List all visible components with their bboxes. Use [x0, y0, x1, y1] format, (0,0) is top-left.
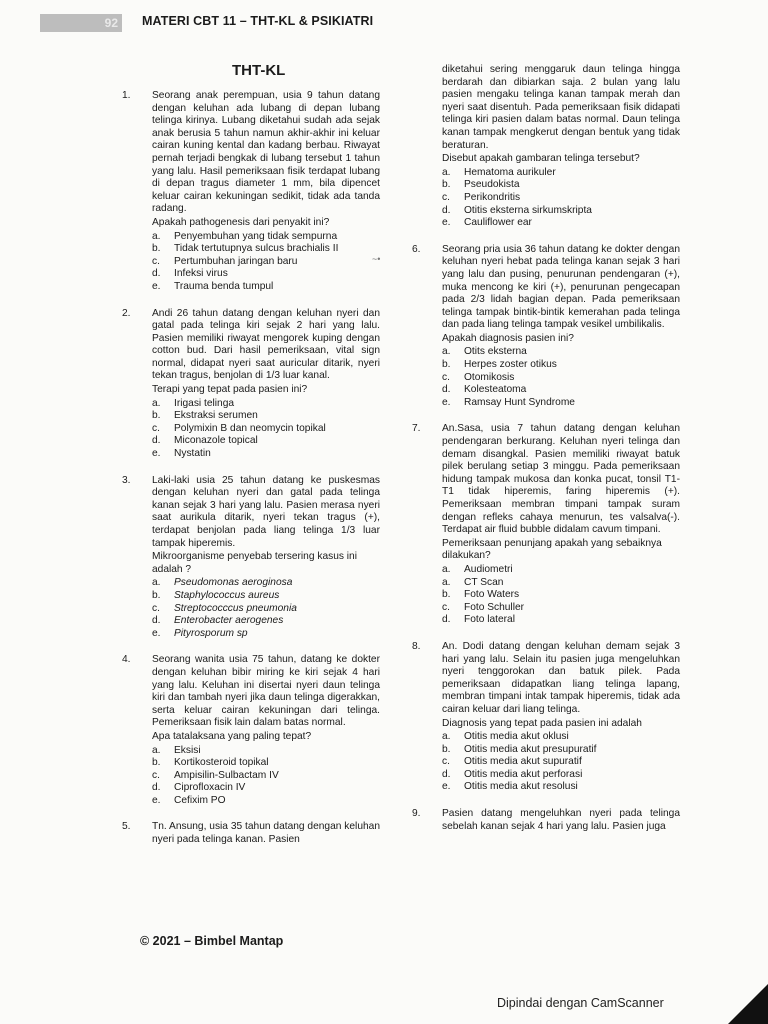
option-item [442, 731, 680, 744]
question-text: An.Sasa, usia 7 tahun datang dengan keluhan pendengaran berkurang. Keluhan nyeri telinga dan demam disangkal. Pasien memiliki riwayat batuk pilek berulang setiap 3 minggu. Pada pemeriksaan hidung tampak mukosa dan konka pucat, tonsil T1-T1 tidak hiperemis, faring hiperemis (+). Pemeriksaan membran timpani tampak suram dengan refleks cahaya menurun, tes valsalva(-). Terdapat air fluid bubble didalam cavum timpani. [442, 423, 680, 536]
option-text: Otomikosis [464, 371, 515, 383]
question-prompt: Mikroorganisme penyebab tersering kasus ini adalah ? [152, 551, 357, 575]
option-text: Cauliflower ear [464, 217, 532, 229]
option-text: Foto Schuller [464, 601, 525, 613]
option-text: Pertumbuhan jaringan baru [174, 255, 298, 267]
page-header [40, 8, 740, 36]
option-item [152, 231, 380, 244]
options-list [442, 564, 680, 627]
question-text: Seorang anak perempuan, usia 9 tahun datang dengan keluhan ada lubang di depan lubang telinga kirinya. Lubang diketahui sudah ada sejak anak berusia 5 tahun namun akhir-akhir ini keluar cairan kuning kental dan kadang berbau. Riwayat pernah terjadi bengkak di lubang tersebut 1 tahun yang lalu. Hasil pemeriksaan fisik terdapat lubang di depan tragus diameter 1 mm, bila dipencet keluar cairan kekuningan sedikit, tidak ada tanda radang. [152, 90, 380, 215]
option-letter: a. [152, 397, 161, 409]
section-title: THT-KL [232, 62, 286, 79]
option-item [442, 602, 680, 615]
right-questions [412, 244, 680, 834]
option-item [442, 781, 680, 794]
question-prompt: Apakah pathogenesis dari penyakit ini? [152, 216, 330, 228]
option-item [152, 745, 380, 758]
scanner-watermark: Dipindai dengan CamScanner [497, 996, 664, 1010]
option-letter: d. [442, 614, 451, 626]
option-item [152, 590, 380, 603]
question-item [122, 308, 380, 461]
header-title: MATERI CBT 11 – THT-KL & PSIKIATRI [142, 14, 374, 28]
question-number: 8. [412, 640, 421, 652]
question-item [412, 244, 680, 410]
left-column [122, 90, 380, 861]
option-item [152, 268, 380, 281]
option-item [152, 423, 380, 436]
options-list [442, 346, 680, 409]
option-letter: a. [442, 563, 451, 575]
option-text: Tidak tertutupnya sulcus brachialis II [174, 243, 339, 255]
option-item [442, 564, 680, 577]
option-text: Pityrosporum sp [174, 627, 248, 639]
option-item [152, 435, 380, 448]
option-item [442, 179, 680, 192]
option-item [152, 577, 380, 590]
question-item [412, 641, 680, 794]
option-item [442, 217, 680, 230]
option-text: Kolesteatoma [464, 384, 527, 396]
option-letter: d. [152, 615, 161, 627]
option-letter: b. [152, 243, 161, 255]
question-number: 9. [412, 808, 421, 820]
option-text: Miconazole topical [174, 435, 258, 447]
page-number: 92 [40, 14, 122, 32]
question-text: Pasien datang mengeluhkan nyeri pada telinga sebelah kanan sejak 4 hari yang lalu. Pasien juga [442, 808, 680, 832]
question-item [412, 423, 680, 627]
option-item [442, 589, 680, 602]
question-number: 2. [122, 307, 131, 319]
option-text: Eksisi [174, 744, 201, 756]
option-item [442, 577, 680, 590]
option-item [442, 167, 680, 180]
option-item [442, 192, 680, 205]
question-5-continuation [412, 64, 680, 230]
option-item [442, 744, 680, 757]
option-item [442, 359, 680, 372]
option-letter: a. [442, 166, 451, 178]
option-item [152, 757, 380, 770]
option-item [152, 795, 380, 808]
option-item [152, 243, 380, 256]
option-item [152, 281, 380, 294]
question-number: 5. [122, 821, 131, 833]
page-corner [728, 984, 768, 1024]
option-item [152, 615, 380, 628]
option-letter: e. [442, 781, 451, 793]
option-text: Pseudomonas aeroginosa [174, 577, 293, 589]
option-letter: a. [152, 744, 161, 756]
options-list [152, 745, 380, 808]
option-text: Ampisilin-Sulbactam IV [174, 769, 279, 781]
option-item [442, 372, 680, 385]
question-item [122, 654, 380, 807]
option-text: Polymixin B dan neomycin topikal [174, 422, 326, 434]
question-prompt: Apakah diagnosis pasien ini? [442, 332, 574, 344]
option-text: Irigasi telinga [174, 397, 235, 409]
option-letter: b. [442, 589, 451, 601]
option-text: Otits eksterna [464, 346, 527, 358]
right-column [412, 64, 680, 847]
option-item [442, 384, 680, 397]
option-text: Hematoma aurikuler [464, 166, 556, 178]
option-letter: d. [442, 768, 451, 780]
option-text: Ramsay Hunt Syndrome [464, 396, 575, 408]
option-text: Penyembuhan yang tidak sempurna [174, 230, 338, 242]
options-list [442, 167, 680, 230]
question-prompt: Diagnosis yang tepat pada pasien ini adalah [442, 717, 642, 729]
option-letter: a. [152, 577, 161, 589]
option-text: Enterobacter aerogenes [174, 615, 284, 627]
option-text: Otitis eksterna sirkumskripta [464, 204, 592, 216]
option-letter: b. [152, 757, 161, 769]
option-text: Infeksi virus [174, 268, 228, 280]
option-text: Streptococccus pneumonia [174, 602, 297, 614]
question-text: Tn. Ansung, usia 35 tahun datang dengan keluhan nyeri pada telinga kanan. Pasien [152, 821, 380, 846]
option-text: Foto Waters [464, 589, 520, 601]
option-letter: d. [152, 268, 161, 280]
option-letter: e. [442, 396, 451, 408]
question-text: An. Dodi datang dengan keluhan demam sejak 3 hari yang lalu. Selain itu pasien juga mengeluhkan nyeri tenggorokan dan batuk pilek. Pada pemeriksaan didapatkan liang telinga lapang, membran timpani intak tampak hiperemis, tidak ada cairan keluar dari liang telinga. [442, 640, 680, 715]
question-number: 6. [412, 243, 421, 255]
option-text: Foto lateral [464, 614, 515, 626]
option-text: Nystatin [174, 448, 211, 460]
option-letter: c. [442, 191, 450, 203]
option-letter: b. [152, 410, 161, 422]
option-item [442, 756, 680, 769]
question-number: 1. [122, 90, 131, 101]
option-item [442, 346, 680, 359]
option-text: Otitis media akut oklusi [464, 731, 569, 743]
option-item [442, 397, 680, 410]
option-letter: c. [152, 422, 160, 434]
option-text: Otitis media akut perforasi [464, 768, 583, 780]
option-letter: d. [152, 435, 161, 447]
option-item [152, 256, 380, 269]
option-letter: c. [152, 769, 160, 781]
option-letter: d. [442, 204, 451, 216]
stray-mark: ~• [372, 254, 381, 264]
question-prompt: Apa tatalaksana yang paling tepat? [152, 730, 312, 742]
option-letter: d. [442, 384, 451, 396]
options-list [442, 731, 680, 794]
option-text: Otitis media akut supuratif [464, 756, 582, 768]
option-letter: a. [152, 230, 161, 242]
question-number: 4. [122, 654, 131, 666]
question-text: Andi 26 tahun datang dengan keluhan nyeri dan gatal pada telinga kiri sejak 2 hari yang lalu. Pasien memiliki riwayat mengorek kuping dengan cotton bud. Dari hasil pemeriksaan, vital sign normal, didapat nyeri saat auricular ditarik, nyeri tekan tragus, benjolan di 1/3 luar kanal. [152, 307, 380, 382]
footer-copyright: © 2021 – Bimbel Mantap [140, 934, 284, 948]
question-prompt: Pemeriksaan penunjang apakah yang sebaiknya dilakukan? [442, 537, 662, 562]
question-number: 7. [412, 423, 421, 435]
option-letter: c. [152, 602, 160, 614]
option-letter: e. [442, 217, 451, 229]
option-item [152, 603, 380, 616]
option-letter: a. [442, 346, 451, 358]
option-item [152, 448, 380, 461]
question-text: diketahui sering menggaruk daun telinga hingga berdarah dan dibiarkan saja. 2 bulan yang lalu pasien mengaku telinga kanan tampak merah dan nyeri saat disentuh. Pada pemeriksaan fisik didapati telinga kiri pasien dalam batas normal. Daun telinga kanan tampak mengkerut dengan bentuk yang tidak beraturan. [442, 64, 680, 151]
question-number: 3. [122, 474, 131, 486]
options-list [152, 398, 380, 461]
option-text: Otitis media akut presupuratif [464, 743, 597, 755]
option-item [442, 769, 680, 782]
option-letter: c. [152, 255, 160, 267]
question-text: Laki-laki usia 25 tahun datang ke puskesmas dengan keluhan nyeri dan gatal pada telinga kanan sejak 3 hari yang lalu. Pasien merasa nyeri saat aurikula ditarik, nyeri tekan tragus (+), terdapat benjolan pada liang telinga 1/3 luar tampak hiperemis. [152, 474, 380, 549]
options-list [152, 577, 380, 640]
question-item [412, 808, 680, 833]
option-letter: a. [442, 731, 451, 743]
option-text: Trauma benda tumpul [174, 280, 274, 292]
question-item [122, 90, 380, 294]
option-text: Kortikosteroid topikal [174, 757, 269, 769]
option-text: Otitis media akut resolusi [464, 781, 578, 793]
question-text: Seorang pria usia 36 tahun datang ke dokter dengan keluhan nyeri hebat pada telinga kanan sejak 3 hari yang lalu dan pusing, penurunan pendengaran (+), muka mencong ke kiri (+), penurunan pengecapan pada 2/3 lidah bagian depan. Pada pemeriksaan telinga tampak bintik-bintik kemerahan pada telinga dan pada liang telinga tampak vesikel umbilikalis. [442, 243, 680, 331]
option-letter: b. [152, 589, 161, 601]
option-item [152, 398, 380, 411]
option-text: Staphylococcus aureus [174, 589, 280, 601]
option-letter: d. [152, 782, 161, 794]
question-item [122, 475, 380, 641]
option-item [442, 614, 680, 627]
option-letter: e. [152, 794, 161, 806]
option-item [152, 628, 380, 641]
option-text: Perikondritis [464, 191, 521, 203]
option-text: Pseudokista [464, 179, 520, 191]
options-list [152, 231, 380, 294]
option-letter: e. [152, 448, 161, 460]
option-text: Ciprofloxacin IV [174, 782, 246, 794]
option-letter: c. [442, 601, 450, 613]
option-letter: b. [442, 743, 451, 755]
option-text: Audiometri [464, 563, 513, 575]
option-item [152, 770, 380, 783]
option-text: Ekstraksi serumen [174, 410, 258, 422]
question-item [122, 821, 380, 846]
option-letter: c. [442, 371, 450, 383]
option-item [442, 205, 680, 218]
question-prompt: Disebut apakah gambaran telinga tersebut? [442, 153, 640, 165]
option-item [152, 410, 380, 423]
option-text: Herpes zoster otikus [464, 359, 557, 371]
option-item [152, 782, 380, 795]
option-letter: c. [442, 756, 450, 768]
option-letter: b. [442, 179, 451, 191]
option-letter: a. [442, 576, 451, 588]
option-text: CT Scan [464, 576, 504, 588]
question-prompt: Terapi yang tepat pada pasien ini? [152, 384, 308, 396]
option-text: Cefixim PO [174, 794, 226, 806]
option-letter: e. [152, 280, 161, 292]
question-text: Seorang wanita usia 75 tahun, datang ke dokter dengan keluhan bibir miring ke kiri sejak 4 hari yang lalu. Keluhan ini disertai nyeri daun telinga kiri dan tambah nyeri jika daun telinga digerakkan, serta keluar cairan kekuningan dari telinga. Pemeriksaan fisik lain dalam batas normal. [152, 654, 380, 729]
option-letter: b. [442, 359, 451, 371]
option-letter: e. [152, 627, 161, 639]
